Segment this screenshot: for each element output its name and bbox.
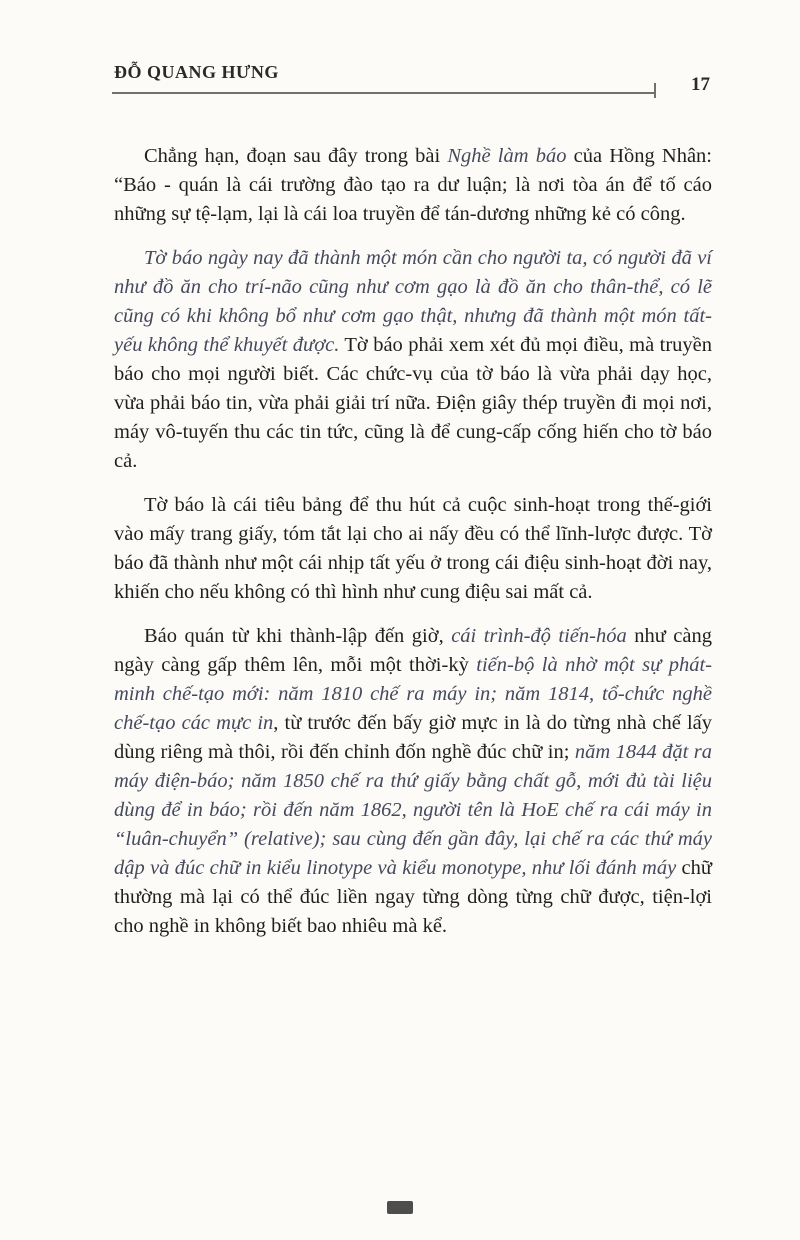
paragraph xyxy=(114,142,712,229)
text-run: Tờ báo phải xem xét đủ mọi điều, mà truyền báo cho mọi người biết. Các chức-vụ của tờ báo là vừa phải dạy học, vừa phải báo tin, vừa phải giải trí nữa. Điện giây thép truyền đi mọi nơi, máy vô-tuyến thu các tin tức, cũng là để cung-cấp cống hiến cho tờ báo cả. xyxy=(114,334,712,472)
italic-run: năm 1844 đặt ra máy điện-báo; năm 1850 chế ra thứ giấy bằng chất gỗ, mới đủ tài liệu dùng để in báo; rồi đến năm 1862, người tên là HoE chế ra cái máy in “luân-chuyển” (relative); sau cùng đến gần đây, lại chế ra các thứ máy dập và đúc chữ in kiểu linotype và kiểu monotype, như lối đánh máy xyxy=(114,741,712,879)
italic-run: tiến-bộ là nhờ một sự phát-minh chế-tạo mới: năm 1810 chế ra máy in; năm 1814, tổ-chức nghề chế-tạo các mực in xyxy=(114,654,712,734)
page-number: 17 xyxy=(691,74,710,95)
paragraph xyxy=(114,244,712,476)
paragraph xyxy=(114,491,712,607)
text-run: Chẳng hạn, đoạn sau đây trong bài xyxy=(144,145,448,167)
text-run: của Hồng Nhân: “Báo - quán là cái trường đào tạo ra dư luận; là nơi tòa án để tố cáo những sự tệ-lạm, lại là cái loa truyền để tán-dương những kẻ có công. xyxy=(114,145,712,225)
author-name: ĐỖ QUANG HƯNG xyxy=(114,62,279,82)
text-run: như càng ngày càng gấp thêm lên, mỗi một thời-kỳ xyxy=(114,625,712,676)
page-body xyxy=(114,142,712,941)
header-rule xyxy=(112,92,655,94)
italic-run: Nghề làm báo xyxy=(447,145,567,167)
header-tick xyxy=(654,83,656,98)
text-run: , từ trước đến bấy giờ mực in là do từng nhà chế lấy dùng riêng mà thôi, rồi đến chỉnh đốn nghề đúc chữ in; xyxy=(114,712,712,763)
paragraph xyxy=(114,622,712,941)
italic-run: Tờ báo ngày nay đã thành một món cần cho người ta, có người đã ví như đồ ăn cho trí-não cũng như cơm gạo là đồ ăn cho thân-thể, có lẽ cũng có khi không bổ như cơm gạo thật, nhưng đã thành một món tất-yếu không thể khuyết được. xyxy=(114,247,712,356)
page-header xyxy=(114,62,712,94)
text-run: Báo quán từ khi thành-lập đến giờ, xyxy=(144,625,452,647)
text-run: chữ thường mà lại có thể đúc liền ngay từng dòng từng chữ được, tiện-lợi cho nghề in không biết bao nhiêu mà kể. xyxy=(114,857,712,937)
bottom-page-marker xyxy=(387,1201,413,1214)
text-run: Tờ báo là cái tiêu bảng để thu hút cả cuộc sinh-hoạt trong thế-giới vào mấy trang giấy, tóm tắt lại cho ai nấy đều có thể lĩnh-lược được. Tờ báo đã thành như một cái nhịp tất yếu ở trong cái điệu sinh-hoạt đời nay, khiến cho nếu không có thì hình như cung điệu sai mất cả. xyxy=(114,494,712,603)
italic-run: cái trình-độ tiến-hóa xyxy=(451,625,627,647)
